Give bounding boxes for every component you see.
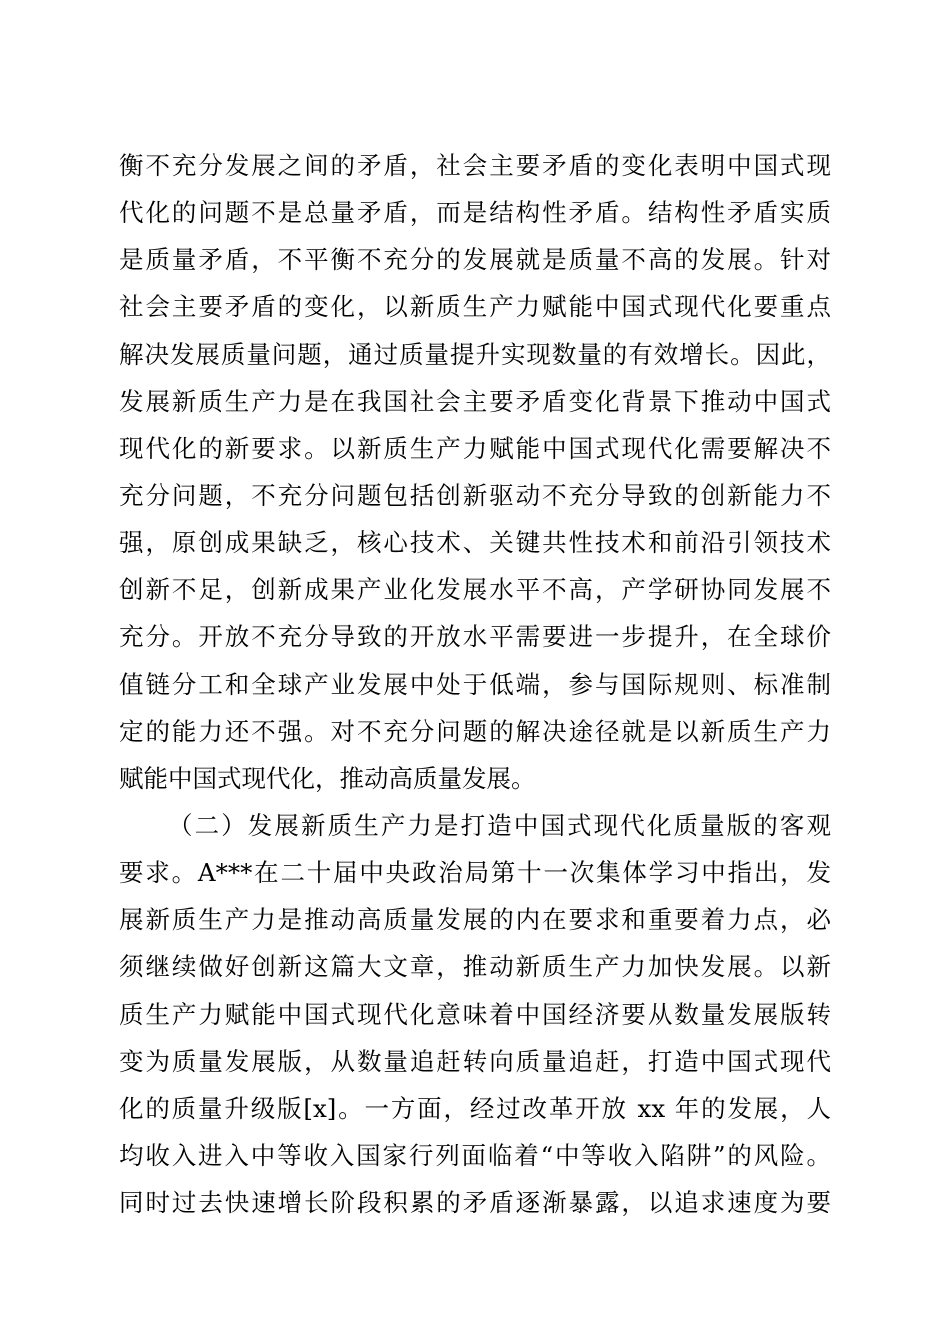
text-line: 解决发展质量问题，通过质量提升实现数量的有效增长。因此， xyxy=(119,339,831,369)
text-line: 社会主要矛盾的变化，以新质生产力赋能中国式现代化要重点 xyxy=(119,292,831,322)
text-line: 衡不充分发展之间的矛盾，社会主要矛盾的变化表明中国式现 xyxy=(119,151,831,180)
paragraph-end-line: 赋能中国式现代化，推动高质量发展。 xyxy=(119,763,536,793)
text-line: 强，原创成果缺乏，核心技术、关键共性技术和前沿引领技术 xyxy=(119,528,831,558)
text-line: 充分。开放不充分导致的开放水平需要进一步提升，在全球价 xyxy=(119,622,831,652)
text-line: 定的能力还不强。对不充分问题的解决途径就是以新质生产力 xyxy=(119,716,831,746)
text-line: 须继续做好创新这篇大文章，推动新质生产力加快发展。以新 xyxy=(119,952,831,982)
text-line: 发展新质生产力是在我国社会主要矛盾变化背景下推动中国式 xyxy=(119,386,831,416)
text-line: 代化的问题不是总量矛盾，而是结构性矛盾。结构性矛盾实质 xyxy=(119,198,831,228)
text-line: 充分问题，不充分问题包括创新驱动不充分导致的创新能力不 xyxy=(119,480,831,510)
body-text xyxy=(119,142,831,1226)
text-line: 同时过去快速增长阶段积累的矛盾逐渐暴露，以追求速度为要 xyxy=(119,1188,831,1218)
text-line: 质生产力赋能中国式现代化意味着中国经济要从数量发展版转 xyxy=(119,999,831,1029)
text-line: 化的质量升级版[x]。一方面，经过改革开放 xx 年的发展，人 xyxy=(119,1093,831,1123)
text-line: 要求。A***在二十届中央政治局第十一次集体学习中指出，发 xyxy=(119,858,831,888)
text-line: 展新质生产力是推动高质量发展的内在要求和重要着力点，必 xyxy=(119,905,831,935)
text-line: 变为质量发展版，从数量追赶转向质量追赶，打造中国式现代 xyxy=(119,1046,831,1076)
text-line: 值链分工和全球产业发展中处于低端，参与国际规则、标准制 xyxy=(119,669,831,699)
text-line: 均收入进入中等收入国家行列面临着“中等收入陷阱”的风险。 xyxy=(119,1140,831,1170)
text-line: 创新不足，创新成果产业化发展水平不高，产学研协同发展不 xyxy=(119,575,831,605)
text-line: 是质量矛盾，不平衡不充分的发展就是质量不高的发展。针对 xyxy=(119,245,831,275)
text-line: 现代化的新要求。以新质生产力赋能中国式现代化需要解决不 xyxy=(119,433,831,463)
section-heading-line: （二）发展新质生产力是打造中国式现代化质量版的客观 xyxy=(168,810,831,840)
